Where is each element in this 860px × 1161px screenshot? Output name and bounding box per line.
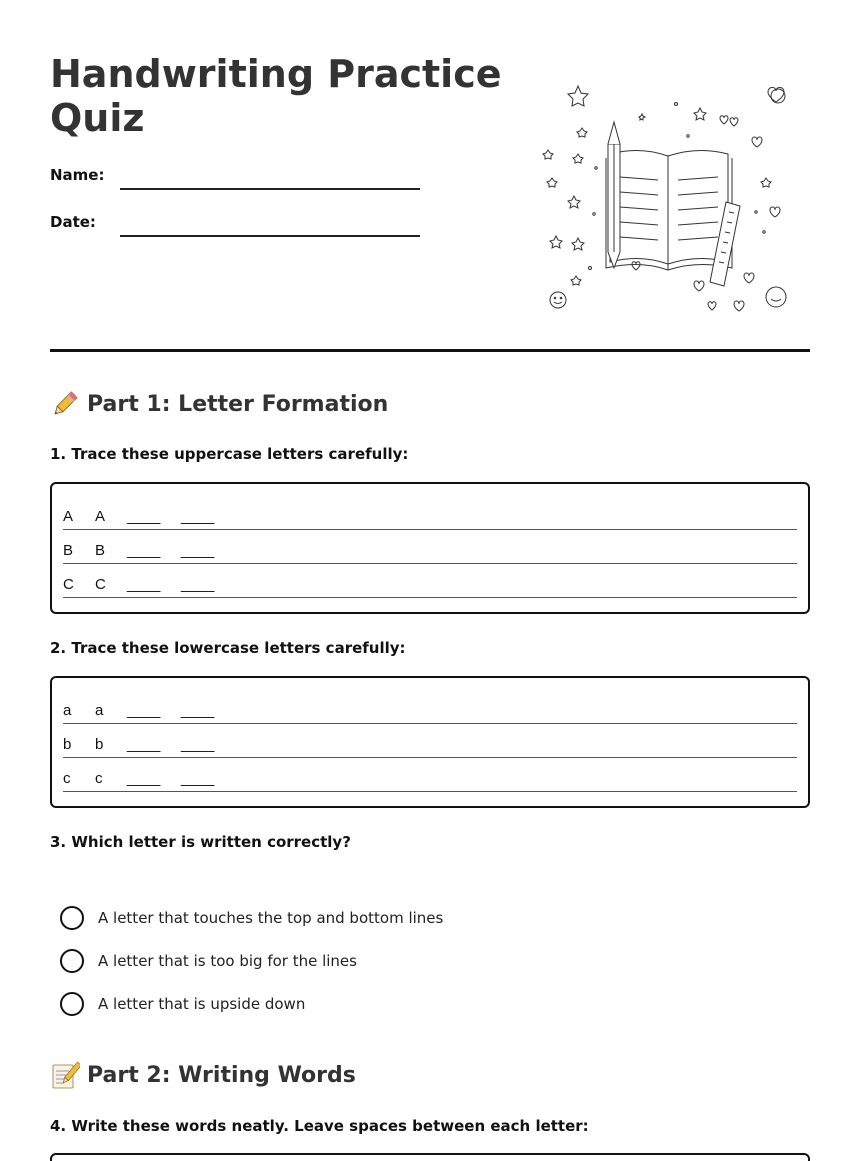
radio-button[interactable]: [60, 992, 84, 1016]
option-label: A letter that is too big for the lines: [98, 951, 357, 970]
trace-letter: c: [63, 770, 71, 787]
answer-option[interactable]: [60, 939, 443, 982]
trace-blank[interactable]: ____: [181, 736, 215, 753]
pencil-emoji-icon: [50, 389, 80, 419]
trace-row[interactable]: [63, 564, 797, 598]
trace-letter: c: [95, 770, 103, 787]
part2-heading: [50, 1060, 356, 1090]
trace-letter: B: [63, 542, 74, 559]
trace-blank[interactable]: ____: [181, 576, 215, 593]
trace-letter: B: [95, 542, 106, 559]
trace-blank[interactable]: ____: [127, 736, 161, 753]
part1-heading: [50, 389, 388, 419]
trace-row[interactable]: [63, 758, 797, 792]
question-1: 1. Trace these uppercase letters carefully:: [50, 445, 409, 463]
header-divider: [50, 349, 810, 352]
trace-blank[interactable]: ____: [127, 576, 161, 593]
trace-row[interactable]: [63, 496, 797, 530]
trace-letter: b: [95, 736, 104, 753]
trace-blank[interactable]: ____: [181, 542, 215, 559]
trace-blank[interactable]: ____: [127, 770, 161, 787]
answer-option[interactable]: [60, 896, 443, 939]
trace-blank[interactable]: ____: [181, 770, 215, 787]
trace-letter: C: [95, 576, 106, 593]
option-label: A letter that is upside down: [98, 994, 306, 1013]
uppercase-trace-box[interactable]: [50, 482, 810, 614]
memo-emoji-icon: [50, 1060, 80, 1090]
answer-option[interactable]: [60, 982, 443, 1025]
lowercase-trace-box[interactable]: [50, 676, 810, 808]
trace-letter: A: [95, 508, 106, 525]
date-field[interactable]: [50, 213, 420, 231]
date-label: Date:: [50, 213, 96, 231]
option-label: A letter that touches the top and bottom lines: [98, 908, 444, 927]
quiz-header: [50, 52, 810, 352]
question-4: 4. Write these words neatly. Leave spaces between each letter:: [50, 1117, 589, 1135]
trace-blank[interactable]: ____: [181, 508, 215, 525]
radio-button[interactable]: [60, 906, 84, 930]
word-writing-box[interactable]: [50, 1153, 810, 1161]
name-label: Name:: [50, 166, 105, 184]
trace-blank[interactable]: ____: [181, 702, 215, 719]
radio-button[interactable]: [60, 949, 84, 973]
part1-title: Part 1: Letter Formation: [87, 391, 389, 417]
book-pencil-doodle-icon: [540, 72, 790, 322]
trace-blank[interactable]: ____: [127, 702, 161, 719]
name-field[interactable]: [50, 166, 420, 184]
answer-options: [60, 896, 443, 1025]
trace-blank[interactable]: ____: [127, 508, 161, 525]
trace-letter: A: [63, 508, 74, 525]
trace-row[interactable]: [63, 690, 797, 724]
question-3: 3. Which letter is written correctly?: [50, 833, 351, 851]
date-line[interactable]: [120, 235, 420, 237]
part2-title: Part 2: Writing Words: [87, 1062, 356, 1088]
question-2: 2. Trace these lowercase letters carefully:: [50, 639, 406, 657]
trace-row[interactable]: [63, 530, 797, 564]
trace-letter: C: [63, 576, 74, 593]
quiz-page: [50, 0, 810, 1161]
trace-letter: a: [95, 702, 104, 719]
trace-blank[interactable]: ____: [127, 542, 161, 559]
name-line[interactable]: [120, 188, 420, 190]
trace-letter: b: [63, 736, 72, 753]
page-title: Handwriting Practice Quiz: [50, 52, 502, 140]
trace-letter: a: [63, 702, 72, 719]
trace-row[interactable]: [63, 724, 797, 758]
